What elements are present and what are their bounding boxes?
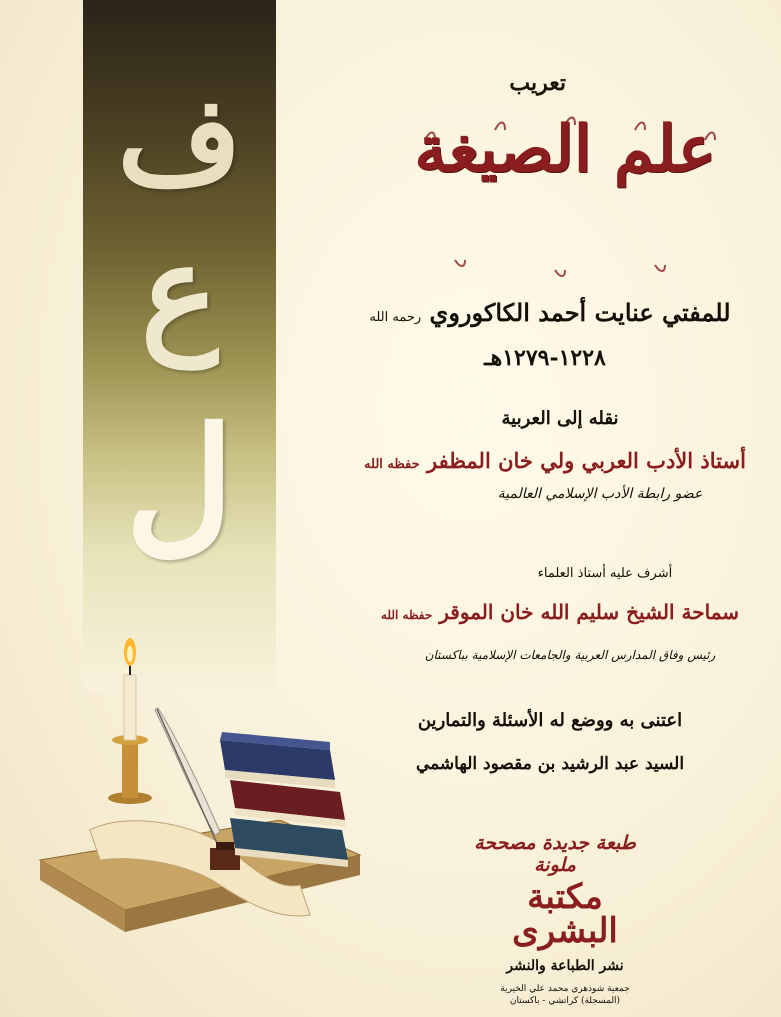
band-letter-lam: ل	[125, 395, 234, 571]
still-life-illustration	[30, 620, 380, 950]
supervisor-line	[360, 600, 760, 624]
author-name: للمفتي عنايت أحمد الكاكوروي	[429, 298, 731, 327]
supervised-label: أشرف عليه أستاذ العلماء	[537, 566, 673, 581]
editor-name: السيد عبد الرشيد بن مقصود الهاشمي	[415, 754, 685, 774]
supervisor-role: رئيس وفاق المدارس العربية والجامعات الإسلامية بباكستان	[424, 648, 716, 662]
author-dates: ١٢٢٨-١٢٧٩هـ	[484, 345, 606, 371]
translator-line	[350, 448, 760, 473]
publisher-address: جمعية شودهري محمد علي الخيرية (المسجلة) كراتشي - باكستان	[500, 984, 630, 1006]
book-title: علم الصيغة	[414, 112, 716, 187]
translator-role: عضو رابطة الأدب الإسلامي العالمية	[497, 486, 703, 502]
translated-label: نقله إلى العربية	[501, 408, 619, 429]
author-honorific: رحمه الله	[369, 310, 422, 325]
translator-honorific: حفظه الله	[364, 457, 420, 472]
supervisor-honorific: حفظه الله	[380, 608, 433, 622]
publisher-logo: مكتبة البشرى	[512, 877, 618, 951]
translator-name: أستاذ الأدب العربي ولي خان المظفر	[426, 448, 746, 473]
edited-label: اعتنى به ووضع له الأسئلة والتمارين	[417, 710, 683, 731]
title-prefix: تعريب	[509, 70, 566, 96]
publisher-subtitle: نشر الطباعة والنشر	[506, 958, 624, 974]
edition-note: طبعة جديدة مصححة ملونة	[474, 832, 636, 876]
author-line	[350, 298, 750, 327]
band-letter-faa: ف	[117, 70, 242, 211]
band-letter-ain: ع	[140, 215, 219, 368]
supervisor-name: سماحة الشيخ سليم الله خان الموقر	[439, 600, 740, 624]
